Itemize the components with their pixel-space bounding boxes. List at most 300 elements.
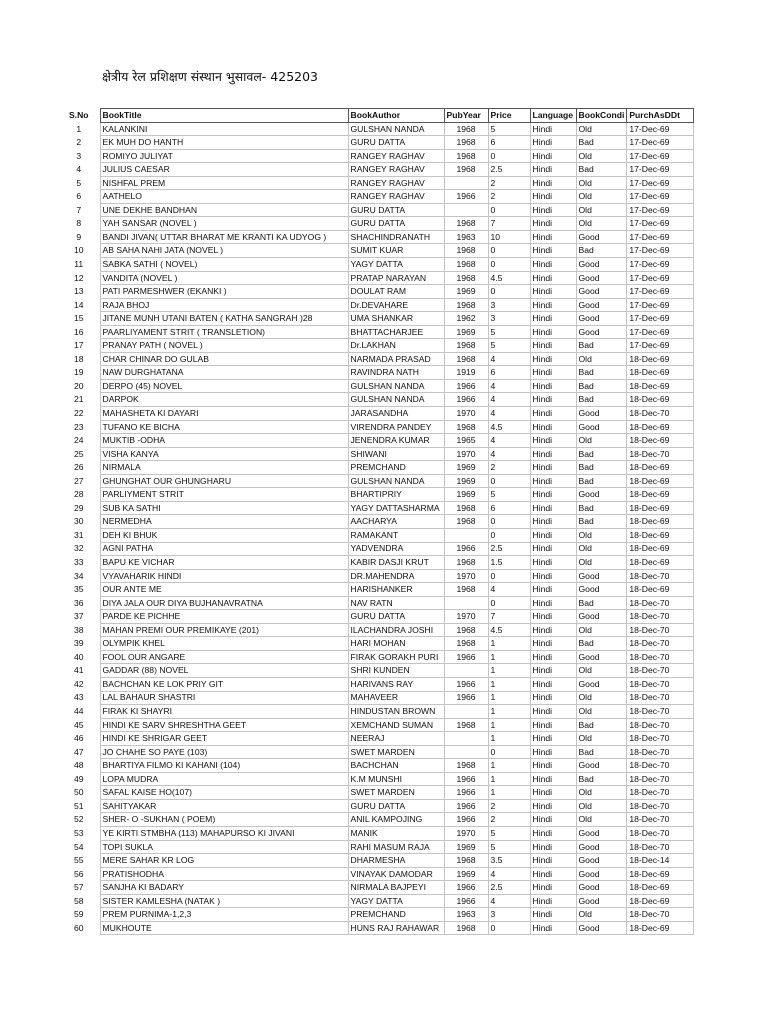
cell-language: Hindi — [530, 434, 576, 448]
cell-book-title: JITANE MUNH UTANI BATEN ( KATHA SANGRAH )28 — [100, 312, 348, 326]
cell-purchase-date: 18-Dec-69 — [627, 474, 694, 488]
table-row — [58, 136, 694, 150]
cell-sno: 28 — [73, 489, 84, 500]
cell-book-title: HINDI KE SHRIGAR GEET — [100, 732, 348, 746]
cell-pub-year: 1963 — [444, 230, 488, 244]
cell-pub-year: 1970 — [444, 569, 488, 583]
cell-language: Hindi — [530, 732, 576, 746]
table-row — [58, 379, 694, 393]
cell-book-author: K.M MUNSHI — [348, 772, 444, 786]
cell-book-author: YAGY DATTA — [348, 894, 444, 908]
cell-price: 1 — [488, 786, 530, 800]
cell-purchase-date: 18-Dec-69 — [627, 542, 694, 556]
table-row — [58, 434, 694, 448]
cell-book-author: YAGY DATTASHARMA — [348, 501, 444, 515]
cell-purchase-date: 18-Dec-69 — [627, 501, 694, 515]
cell-sno: 16 — [73, 326, 84, 337]
cell-book-condition: Bad — [576, 745, 627, 759]
cell-purchase-date: 17-Dec-69 — [627, 203, 694, 217]
cell-sno: 39 — [73, 638, 84, 649]
cell-book-author: JENENDRA KUMAR — [348, 434, 444, 448]
cell-purchase-date: 18-Dec-69 — [627, 393, 694, 407]
cell-book-author: HUNS RAJ RAHAWAR — [348, 921, 444, 935]
cell-book-condition: Bad — [576, 461, 627, 475]
cell-pub-year: 1970 — [444, 826, 488, 840]
cell-pub-year: 1968 — [444, 271, 488, 285]
cell-pub-year: 1966 — [444, 772, 488, 786]
cell-language: Hindi — [530, 285, 576, 299]
cell-price: 1 — [488, 650, 530, 664]
cell-book-author: FIRAK GORAKH PURI — [348, 650, 444, 664]
cell-sno: 38 — [73, 624, 84, 635]
cell-book-title: VYAVAHARIK HINDI — [100, 569, 348, 583]
cell-book-author: VIRENDRA PANDEY — [348, 420, 444, 434]
table-row — [58, 122, 694, 136]
cell-purchase-date: 17-Dec-69 — [627, 149, 694, 163]
cell-pub-year: 1968 — [444, 420, 488, 434]
cell-book-condition: Old — [576, 786, 627, 800]
cell-price: 1 — [488, 705, 530, 719]
cell-sno: 15 — [73, 313, 84, 324]
cell-language: Hindi — [530, 149, 576, 163]
table-row — [58, 759, 694, 773]
cell-book-title: PARDE KE PICHHE — [100, 610, 348, 624]
cell-book-condition: Old — [576, 217, 627, 231]
cell-book-condition: Good — [576, 298, 627, 312]
table-row — [58, 190, 694, 204]
cell-language: Hindi — [530, 203, 576, 217]
column-header-language: Language — [530, 109, 576, 123]
cell-book-author: RAHI MASUM RAJA — [348, 840, 444, 854]
cell-book-author: KABIR DASJI KRUT — [348, 556, 444, 570]
cell-purchase-date: 18-Dec-70 — [627, 786, 694, 800]
cell-language: Hindi — [530, 745, 576, 759]
cell-pub-year: 1968 — [444, 136, 488, 150]
cell-book-title: FOOL OUR ANGARE — [100, 650, 348, 664]
cell-book-condition: Good — [576, 759, 627, 773]
cell-book-author: Dr.DEVAHARE — [348, 298, 444, 312]
cell-price: 1 — [488, 772, 530, 786]
cell-book-author: VINAYAK DAMODAR — [348, 867, 444, 881]
cell-purchase-date: 18-Dec-70 — [627, 813, 694, 827]
cell-purchase-date: 18-Dec-69 — [627, 515, 694, 529]
cell-price: 10 — [488, 230, 530, 244]
cell-book-condition: Bad — [576, 163, 627, 177]
cell-purchase-date: 18-Dec-69 — [627, 528, 694, 542]
cell-language: Hindi — [530, 420, 576, 434]
cell-price: 1 — [488, 637, 530, 651]
table-row — [58, 366, 694, 380]
table-row — [58, 217, 694, 231]
cell-sno: 12 — [73, 272, 84, 283]
cell-book-author: GULSHAN NANDA — [348, 122, 444, 136]
cell-sno: 46 — [73, 733, 84, 744]
cell-pub-year: 1968 — [444, 298, 488, 312]
cell-book-author: SWET MARDEN — [348, 745, 444, 759]
cell-language: Hindi — [530, 691, 576, 705]
cell-pub-year — [444, 596, 488, 610]
cell-book-author: NARMADA PRASAD — [348, 352, 444, 366]
table-row — [58, 718, 694, 732]
cell-language: Hindi — [530, 447, 576, 461]
cell-pub-year: 1970 — [444, 407, 488, 421]
cell-book-title: VISHA KANYA — [100, 447, 348, 461]
table-row — [58, 258, 694, 272]
cell-sno: 37 — [73, 611, 84, 622]
cell-pub-year: 1966 — [444, 691, 488, 705]
cell-book-title: AATHELO — [100, 190, 348, 204]
cell-price: 6 — [488, 366, 530, 380]
cell-book-title: TOPI SUKLA — [100, 840, 348, 854]
cell-pub-year: 1968 — [444, 515, 488, 529]
cell-language: Hindi — [530, 217, 576, 231]
cell-book-title: MUKHOUTE — [100, 921, 348, 935]
cell-language: Hindi — [530, 664, 576, 678]
cell-book-title: YE KIRTI STMBHA (113) MAHAPURSO KI JIVANI — [100, 826, 348, 840]
table-row — [58, 826, 694, 840]
cell-book-author: Dr.LAKHAN — [348, 339, 444, 353]
cell-sno: 19 — [73, 367, 84, 378]
cell-book-title: SANJHA KI BADARY — [100, 881, 348, 895]
cell-sno: 52 — [73, 814, 84, 825]
cell-pub-year: 1968 — [444, 583, 488, 597]
cell-book-author: MAHAVEER — [348, 691, 444, 705]
cell-price: 5 — [488, 339, 530, 353]
cell-book-title: UNE DEKHE BANDHAN — [100, 203, 348, 217]
table-row — [58, 488, 694, 502]
cell-book-condition: Old — [576, 705, 627, 719]
table-row — [58, 271, 694, 285]
cell-book-author: HARIVANS RAY — [348, 677, 444, 691]
cell-book-condition: Good — [576, 420, 627, 434]
cell-book-author: MANIK — [348, 826, 444, 840]
cell-book-title: HINDI KE SARV SHRESHTHA GEET — [100, 718, 348, 732]
cell-language: Hindi — [530, 569, 576, 583]
cell-book-condition: Old — [576, 122, 627, 136]
cell-purchase-date: 18-Dec-69 — [627, 556, 694, 570]
cell-pub-year: 1966 — [444, 542, 488, 556]
cell-pub-year — [444, 745, 488, 759]
cell-language: Hindi — [530, 772, 576, 786]
cell-price: 4.5 — [488, 623, 530, 637]
cell-purchase-date: 18-Dec-69 — [627, 921, 694, 935]
cell-price: 2 — [488, 813, 530, 827]
cell-book-author: RAMAKANT — [348, 528, 444, 542]
cell-sno: 2 — [76, 137, 82, 148]
cell-language: Hindi — [530, 312, 576, 326]
table-header — [58, 109, 694, 123]
cell-price: 1 — [488, 732, 530, 746]
cell-book-author: HINDUSTAN BROWN — [348, 705, 444, 719]
cell-language: Hindi — [530, 488, 576, 502]
cell-pub-year: 1968 — [444, 163, 488, 177]
cell-book-title: JULIUS CAESAR — [100, 163, 348, 177]
cell-book-author: BHATTACHARJEE — [348, 325, 444, 339]
cell-book-title: PARLIYMENT STRIT — [100, 488, 348, 502]
table-row — [58, 745, 694, 759]
cell-pub-year: 1968 — [444, 339, 488, 353]
cell-pub-year: 1968 — [444, 258, 488, 272]
cell-language: Hindi — [530, 176, 576, 190]
cell-price: 4 — [488, 434, 530, 448]
table-row — [58, 393, 694, 407]
cell-pub-year: 1970 — [444, 447, 488, 461]
cell-book-title: LOPA MUDRA — [100, 772, 348, 786]
cell-book-title: BANDI JIVAN( UTTAR BHARAT ME KRANTI KA UDYOG ) — [100, 230, 348, 244]
cell-book-author: NAV RATN — [348, 596, 444, 610]
table-row — [58, 583, 694, 597]
cell-language: Hindi — [530, 474, 576, 488]
cell-book-condition: Good — [576, 840, 627, 854]
cell-book-author: GULSHAN NANDA — [348, 393, 444, 407]
cell-book-title: CHAR CHINAR DO GULAB — [100, 352, 348, 366]
cell-book-condition: Bad — [576, 136, 627, 150]
cell-book-author: UMA SHANKAR — [348, 312, 444, 326]
cell-purchase-date: 18-Dec-14 — [627, 854, 694, 868]
cell-book-author: SUMIT KUAR — [348, 244, 444, 258]
cell-book-title: LAL BAHAUR SHASTRI — [100, 691, 348, 705]
cell-pub-year: 1966 — [444, 813, 488, 827]
cell-purchase-date: 18-Dec-70 — [627, 759, 694, 773]
cell-book-condition: Bad — [576, 244, 627, 258]
cell-book-title: PRANAY PATH ( NOVEL ) — [100, 339, 348, 353]
cell-purchase-date: 18-Dec-70 — [627, 677, 694, 691]
cell-price: 7 — [488, 610, 530, 624]
cell-pub-year: 1966 — [444, 190, 488, 204]
cell-book-condition: Good — [576, 271, 627, 285]
cell-purchase-date: 18-Dec-69 — [627, 366, 694, 380]
table-row — [58, 840, 694, 854]
cell-price: 4 — [488, 447, 530, 461]
cell-sno: 35 — [73, 584, 84, 595]
cell-book-author: PREMCHAND — [348, 461, 444, 475]
cell-pub-year — [444, 705, 488, 719]
cell-language: Hindi — [530, 298, 576, 312]
cell-language: Hindi — [530, 921, 576, 935]
cell-book-title: RAJA BHOJ — [100, 298, 348, 312]
table-row — [58, 705, 694, 719]
cell-book-condition: Old — [576, 908, 627, 922]
cell-purchase-date: 18-Dec-70 — [627, 826, 694, 840]
cell-sno: 34 — [73, 570, 84, 581]
cell-book-author: RANGEY RAGHAV — [348, 190, 444, 204]
cell-purchase-date: 17-Dec-69 — [627, 258, 694, 272]
table-row — [58, 501, 694, 515]
table-row — [58, 556, 694, 570]
cell-price: 4 — [488, 352, 530, 366]
cell-pub-year: 1966 — [444, 393, 488, 407]
cell-book-condition: Bad — [576, 718, 627, 732]
cell-price: 0 — [488, 258, 530, 272]
cell-price: 0 — [488, 474, 530, 488]
table-row — [58, 298, 694, 312]
cell-purchase-date: 17-Dec-69 — [627, 298, 694, 312]
table-row — [58, 149, 694, 163]
cell-price: 0 — [488, 596, 530, 610]
cell-book-condition: Old — [576, 176, 627, 190]
cell-language: Hindi — [530, 840, 576, 854]
cell-language: Hindi — [530, 258, 576, 272]
table-row — [58, 786, 694, 800]
cell-purchase-date: 18-Dec-69 — [627, 488, 694, 502]
cell-language: Hindi — [530, 556, 576, 570]
table-row — [58, 407, 694, 421]
cell-book-title: TUFANO KE BICHA — [100, 420, 348, 434]
cell-price: 5 — [488, 840, 530, 854]
table-row — [58, 474, 694, 488]
table-row — [58, 285, 694, 299]
table-row — [58, 596, 694, 610]
cell-sno: 40 — [73, 651, 84, 662]
cell-pub-year: 1968 — [444, 623, 488, 637]
cell-book-author: HARISHANKER — [348, 583, 444, 597]
cell-book-condition: Good — [576, 881, 627, 895]
cell-pub-year: 1968 — [444, 854, 488, 868]
cell-book-condition: Good — [576, 610, 627, 624]
cell-pub-year: 1966 — [444, 799, 488, 813]
cell-book-title: MAHAN PREMI OUR PREMIKAYE (201) — [100, 623, 348, 637]
cell-purchase-date: 18-Dec-70 — [627, 637, 694, 651]
cell-sno: 31 — [73, 529, 84, 540]
cell-book-title: BHARTIYA FILMO KI KAHANI (104) — [100, 759, 348, 773]
cell-book-condition: Bad — [576, 474, 627, 488]
cell-sno: 42 — [73, 678, 84, 689]
table-row — [58, 203, 694, 217]
cell-sno: 55 — [73, 855, 84, 866]
cell-book-author: GURU DATTA — [348, 610, 444, 624]
cell-book-condition: Good — [576, 894, 627, 908]
cell-book-title: AGNI PATHA — [100, 542, 348, 556]
cell-sno: 50 — [73, 787, 84, 798]
cell-purchase-date: 18-Dec-70 — [627, 840, 694, 854]
cell-book-author: SWET MARDEN — [348, 786, 444, 800]
cell-sno: 13 — [73, 286, 84, 297]
cell-book-title: OUR ANTE ME — [100, 583, 348, 597]
cell-language: Hindi — [530, 190, 576, 204]
cell-book-title: OLYMPIK KHEL — [100, 637, 348, 651]
cell-book-title: AB SAHA NAHI JATA (NOVEL ) — [100, 244, 348, 258]
cell-book-title: GHUNGHAT OUR GHUNGHARU — [100, 474, 348, 488]
cell-purchase-date: 17-Dec-69 — [627, 122, 694, 136]
cell-price: 3 — [488, 298, 530, 312]
cell-sno: 26 — [73, 462, 84, 473]
cell-book-title: YAH SANSAR (NOVEL ) — [100, 217, 348, 231]
cell-sno: 57 — [73, 882, 84, 893]
cell-price: 1 — [488, 664, 530, 678]
cell-price: 2.5 — [488, 881, 530, 895]
cell-book-title: PATI PARMESHWER (EKANKI ) — [100, 285, 348, 299]
cell-language: Hindi — [530, 894, 576, 908]
cell-language: Hindi — [530, 501, 576, 515]
cell-sno: 29 — [73, 502, 84, 513]
cell-sno: 43 — [73, 692, 84, 703]
cell-book-title: SABKA SATHI ( NOVEL) — [100, 258, 348, 272]
cell-price: 6 — [488, 136, 530, 150]
cell-book-condition: Old — [576, 799, 627, 813]
cell-language: Hindi — [530, 826, 576, 840]
cell-price: 0 — [488, 203, 530, 217]
cell-book-author: RANGEY RAGHAV — [348, 163, 444, 177]
cell-price: 5 — [488, 122, 530, 136]
table-row — [58, 163, 694, 177]
cell-purchase-date: 18-Dec-69 — [627, 352, 694, 366]
cell-book-author: BACHCHAN — [348, 759, 444, 773]
cell-sno: 54 — [73, 841, 84, 852]
cell-purchase-date: 18-Dec-70 — [627, 745, 694, 759]
cell-book-author: DR.MAHENDRA — [348, 569, 444, 583]
cell-book-title: NAW DURGHATANA — [100, 366, 348, 380]
cell-book-condition: Old — [576, 542, 627, 556]
cell-price: 3 — [488, 312, 530, 326]
table-row — [58, 610, 694, 624]
cell-price: 2 — [488, 799, 530, 813]
cell-sno: 45 — [73, 719, 84, 730]
cell-book-title: NIRMALA — [100, 461, 348, 475]
table-row — [58, 677, 694, 691]
cell-book-condition: Old — [576, 352, 627, 366]
table-row — [58, 623, 694, 637]
cell-price: 4.5 — [488, 420, 530, 434]
cell-pub-year: 1962 — [444, 312, 488, 326]
cell-book-condition: Old — [576, 190, 627, 204]
table-row — [58, 881, 694, 895]
cell-price: 5 — [488, 488, 530, 502]
cell-price: 4 — [488, 379, 530, 393]
cell-book-title: SAHITYAKAR — [100, 799, 348, 813]
cell-language: Hindi — [530, 230, 576, 244]
cell-book-condition: Good — [576, 583, 627, 597]
cell-pub-year: 1969 — [444, 867, 488, 881]
book-register-table — [58, 108, 694, 935]
cell-purchase-date: 18-Dec-70 — [627, 569, 694, 583]
cell-language: Hindi — [530, 759, 576, 773]
cell-book-author: RAVINDRA NATH — [348, 366, 444, 380]
cell-price: 0 — [488, 244, 530, 258]
cell-price: 2 — [488, 176, 530, 190]
cell-book-condition: Bad — [576, 501, 627, 515]
cell-sno: 60 — [73, 922, 84, 933]
cell-language: Hindi — [530, 854, 576, 868]
cell-purchase-date: 18-Dec-69 — [627, 881, 694, 895]
cell-book-condition: Old — [576, 434, 627, 448]
cell-sno: 22 — [73, 408, 84, 418]
cell-language: Hindi — [530, 379, 576, 393]
cell-purchase-date: 18-Dec-70 — [627, 718, 694, 732]
cell-pub-year: 1968 — [444, 217, 488, 231]
cell-purchase-date: 17-Dec-69 — [627, 163, 694, 177]
cell-book-condition: Bad — [576, 366, 627, 380]
cell-book-condition: Bad — [576, 339, 627, 353]
cell-book-condition: Bad — [576, 447, 627, 461]
cell-sno: 24 — [73, 435, 84, 446]
cell-price: 0 — [488, 515, 530, 529]
cell-purchase-date: 18-Dec-69 — [627, 434, 694, 448]
cell-book-condition: Good — [576, 325, 627, 339]
cell-book-condition: Good — [576, 488, 627, 502]
cell-language: Hindi — [530, 352, 576, 366]
cell-book-author: SHIWANI — [348, 447, 444, 461]
cell-pub-year — [444, 664, 488, 678]
cell-purchase-date: 18-Dec-70 — [627, 908, 694, 922]
cell-language: Hindi — [530, 677, 576, 691]
cell-book-title: GADDAR (88) NOVEL — [100, 664, 348, 678]
header-row — [58, 109, 694, 123]
cell-book-title: PRATISHODHA — [100, 867, 348, 881]
cell-price: 5 — [488, 826, 530, 840]
cell-language: Hindi — [530, 705, 576, 719]
cell-purchase-date: 18-Dec-69 — [627, 461, 694, 475]
cell-purchase-date: 17-Dec-69 — [627, 230, 694, 244]
